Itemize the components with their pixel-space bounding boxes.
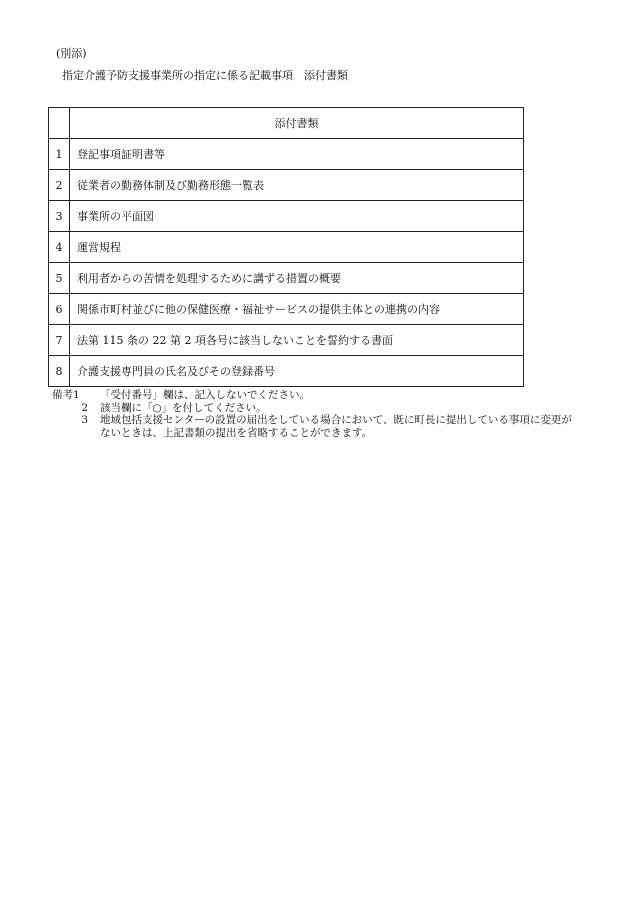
remark-number: 2 — [81, 401, 88, 414]
remarks-prefix: 備考 — [52, 389, 73, 401]
table-row — [49, 201, 524, 232]
table-row — [49, 232, 524, 263]
row-number: 1 — [49, 139, 70, 170]
row-label: 登記事項証明書等 — [70, 139, 524, 170]
remark-item — [52, 402, 572, 415]
table-row — [49, 356, 524, 387]
remark-item — [52, 389, 572, 402]
row-number: 5 — [49, 263, 70, 294]
row-label: 運営規程 — [70, 232, 524, 263]
table-row — [49, 139, 524, 170]
remark-number: 3 — [81, 414, 88, 426]
remark-head — [52, 414, 88, 427]
remark-item — [52, 414, 572, 439]
table-header-row — [49, 108, 524, 139]
remark-text: 該当欄に「○」を付してください。 — [100, 401, 267, 414]
table-row — [49, 263, 524, 294]
table-row — [49, 170, 524, 201]
row-number: 2 — [49, 170, 70, 201]
row-number: 6 — [49, 294, 70, 325]
remark-head — [52, 389, 88, 402]
row-number: 4 — [49, 232, 70, 263]
table-row — [49, 325, 524, 356]
table-row — [49, 294, 524, 325]
row-number: 3 — [49, 201, 70, 232]
row-label: 介護支援専門員の氏名及びその登録番号 — [70, 356, 524, 387]
annex-label: (別添) — [56, 47, 87, 60]
row-number: 8 — [49, 356, 70, 387]
document-title: 指定介護予防支援事業所の指定に係る記載事項 添付書類 — [62, 69, 348, 82]
remarks-section — [52, 389, 572, 439]
row-label: 利用者からの苦情を処理するために講ずる措置の概要 — [70, 263, 524, 294]
remark-text: 「受付番号」欄は、記入しないでください。 — [100, 389, 310, 401]
attachment-table — [48, 107, 524, 387]
remark-text: 地域包括支援センターの設置の届出をしている場合において、既に町長に提出している事項に変更がないときは、上記書類の提出を省略することができます。 — [100, 414, 572, 439]
header-number-cell — [49, 108, 70, 139]
row-label: 関係市町村並びに他の保健医療・福祉サービスの提供主体との連携の内容 — [70, 294, 524, 325]
row-number: 7 — [49, 325, 70, 356]
row-label: 法第 115 条の 22 第 2 項各号に該当しないことを誓約する書面 — [70, 325, 524, 356]
row-label: 事業所の平面図 — [70, 201, 524, 232]
remark-head — [52, 402, 88, 415]
header-label-cell: 添付書類 — [70, 108, 524, 139]
row-label: 従業者の勤務体制及び勤務形態一覧表 — [70, 170, 524, 201]
remark-number: 1 — [73, 389, 80, 401]
